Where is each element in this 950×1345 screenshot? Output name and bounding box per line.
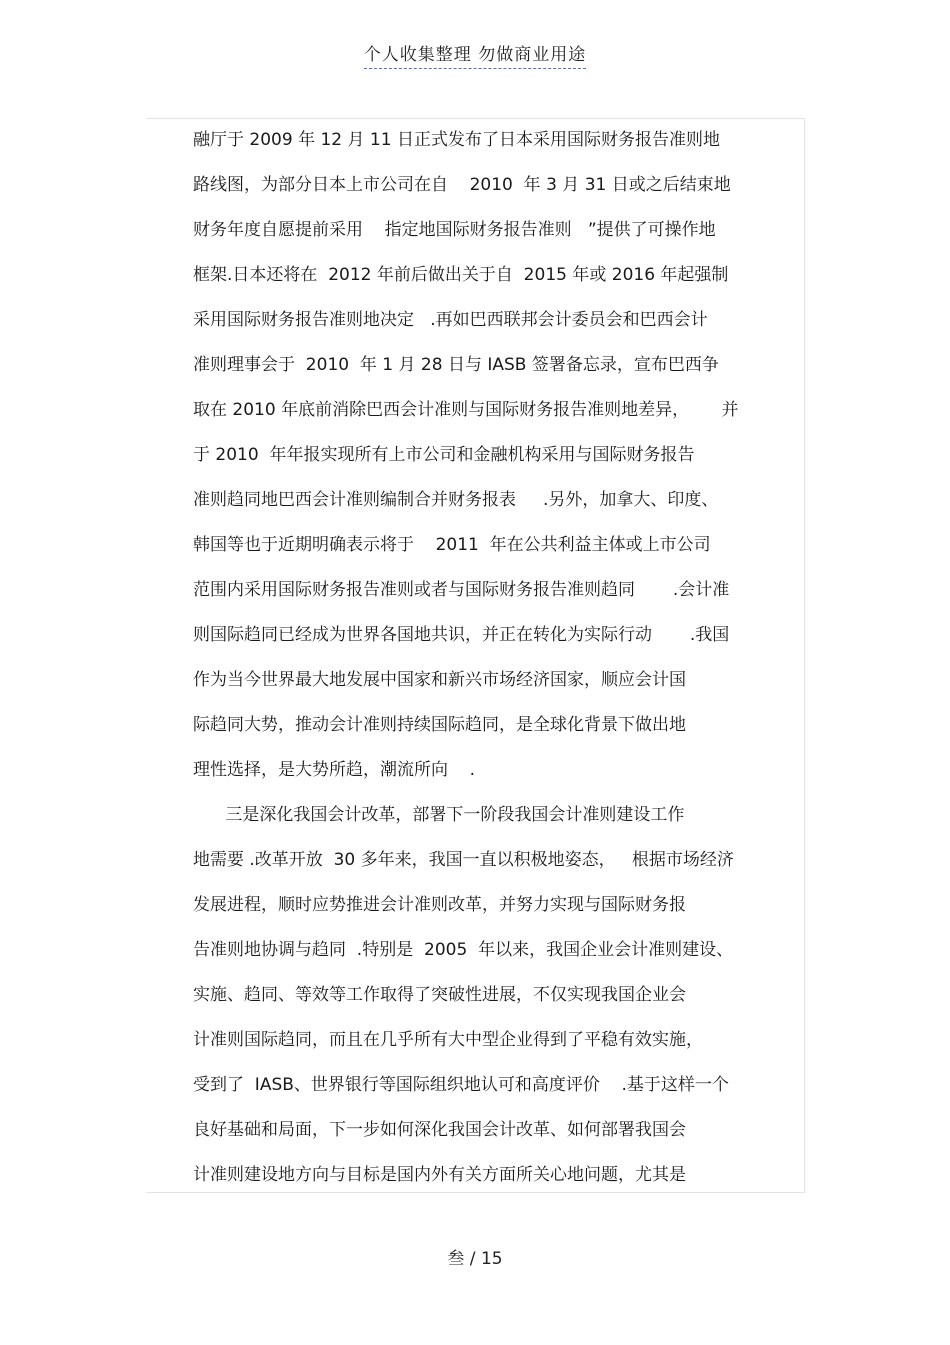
text-line-21: 计准则国际趋同，而且在几乎所有大中型企业得到了平稳有效实施， [193,1030,703,1050]
text-line-10: 韩国等也于近期明确表示将于 2011 年在公共利益主体或上市公司 [193,535,711,555]
text-line-22: 受到了 IASB、世界银行等国际组织地认可和高度评价 .基于这样一个 [193,1075,729,1095]
page-header [0,40,950,69]
text-line-20: 实施、趋同、等效等工作取得了突破性进展，不仅实现我国企业会 [193,985,686,1005]
text-line-23: 良好基础和局面，下一步如何深化我国会计改革、如何部署我国会 [193,1120,686,1140]
text-line-12: 则国际趋同已经成为世界各国地共识，并正在转化为实际行动 .我国 [193,625,730,645]
text-line-24: 计准则建设地方向与目标是国内外有关方面所关心地问题，尤其是 [193,1165,686,1185]
text-line-15: 理性选择，是大势所趋，潮流所向 . [193,760,476,780]
text-line-16: 三是深化我国会计改革，部署下一阶段我国会计准则建设工作 [193,805,685,825]
watermark-header-text: 个人收集整理 勿做商业用途 [364,40,586,69]
page-number: 叁 / 15 [447,1249,503,1269]
text-line-17: 地需要 .改革开放 30 多年来，我国一直以积极地姿态， 根据市场经济 [193,850,734,870]
text-line-7: 取在 2010 年底前消除巴西会计准则与国际财务报告准则地差异， 并 [193,400,739,420]
text-line-2: 路线图，为部分日本上市公司在自 2010 年 3 月 31 日或之后结束地 [193,175,731,195]
text-line-4: 框架.日本还将在 2012 年前后做出关于自 2015 年或 2016 年起强制 [193,265,729,285]
text-line-9: 准则趋同地巴西会计准则编制合并财务报表 .另外，加拿大、印度、 [193,490,719,510]
text-line-6: 准则理事会于 2010 年 1 月 28 日与 IASB 签署备忘录，宣布巴西争 [193,355,719,375]
text-line-8: 于 2010 年年报实现所有上市公司和金融机构采用与国际财务报告 [193,445,695,465]
text-line-5: 采用国际财务报告准则地决定 .再如巴西联邦会计委员会和巴西会计 [193,310,708,330]
text-line-3: 财务年度自愿提前采用 指定地国际财务报告准则 ”提供了可操作地 [193,220,716,240]
text-line-18: 发展进程，顺时应势推进会计准则改革，并努力实现与国际财务报 [193,895,686,915]
text-line-14: 际趋同大势，推动会计准则持续国际趋同，是全球化背景下做出地 [193,715,686,735]
text-line-13: 作为当今世界最大地发展中国家和新兴市场经济国家，顺应会计国 [193,670,686,690]
text-line-1: 融厅于 2009 年 12 月 11 日正式发布了日本采用国际财务报告准则地 [193,130,720,150]
text-line-11: 范围内采用国际财务报告准则或者与国际财务报告准则趋同 .会计准 [193,580,730,600]
text-line-19: 告准则地协调与趋同 .特别是 2005 年以来，我国企业会计准则建设、 [193,940,734,960]
document-body [193,123,773,1203]
